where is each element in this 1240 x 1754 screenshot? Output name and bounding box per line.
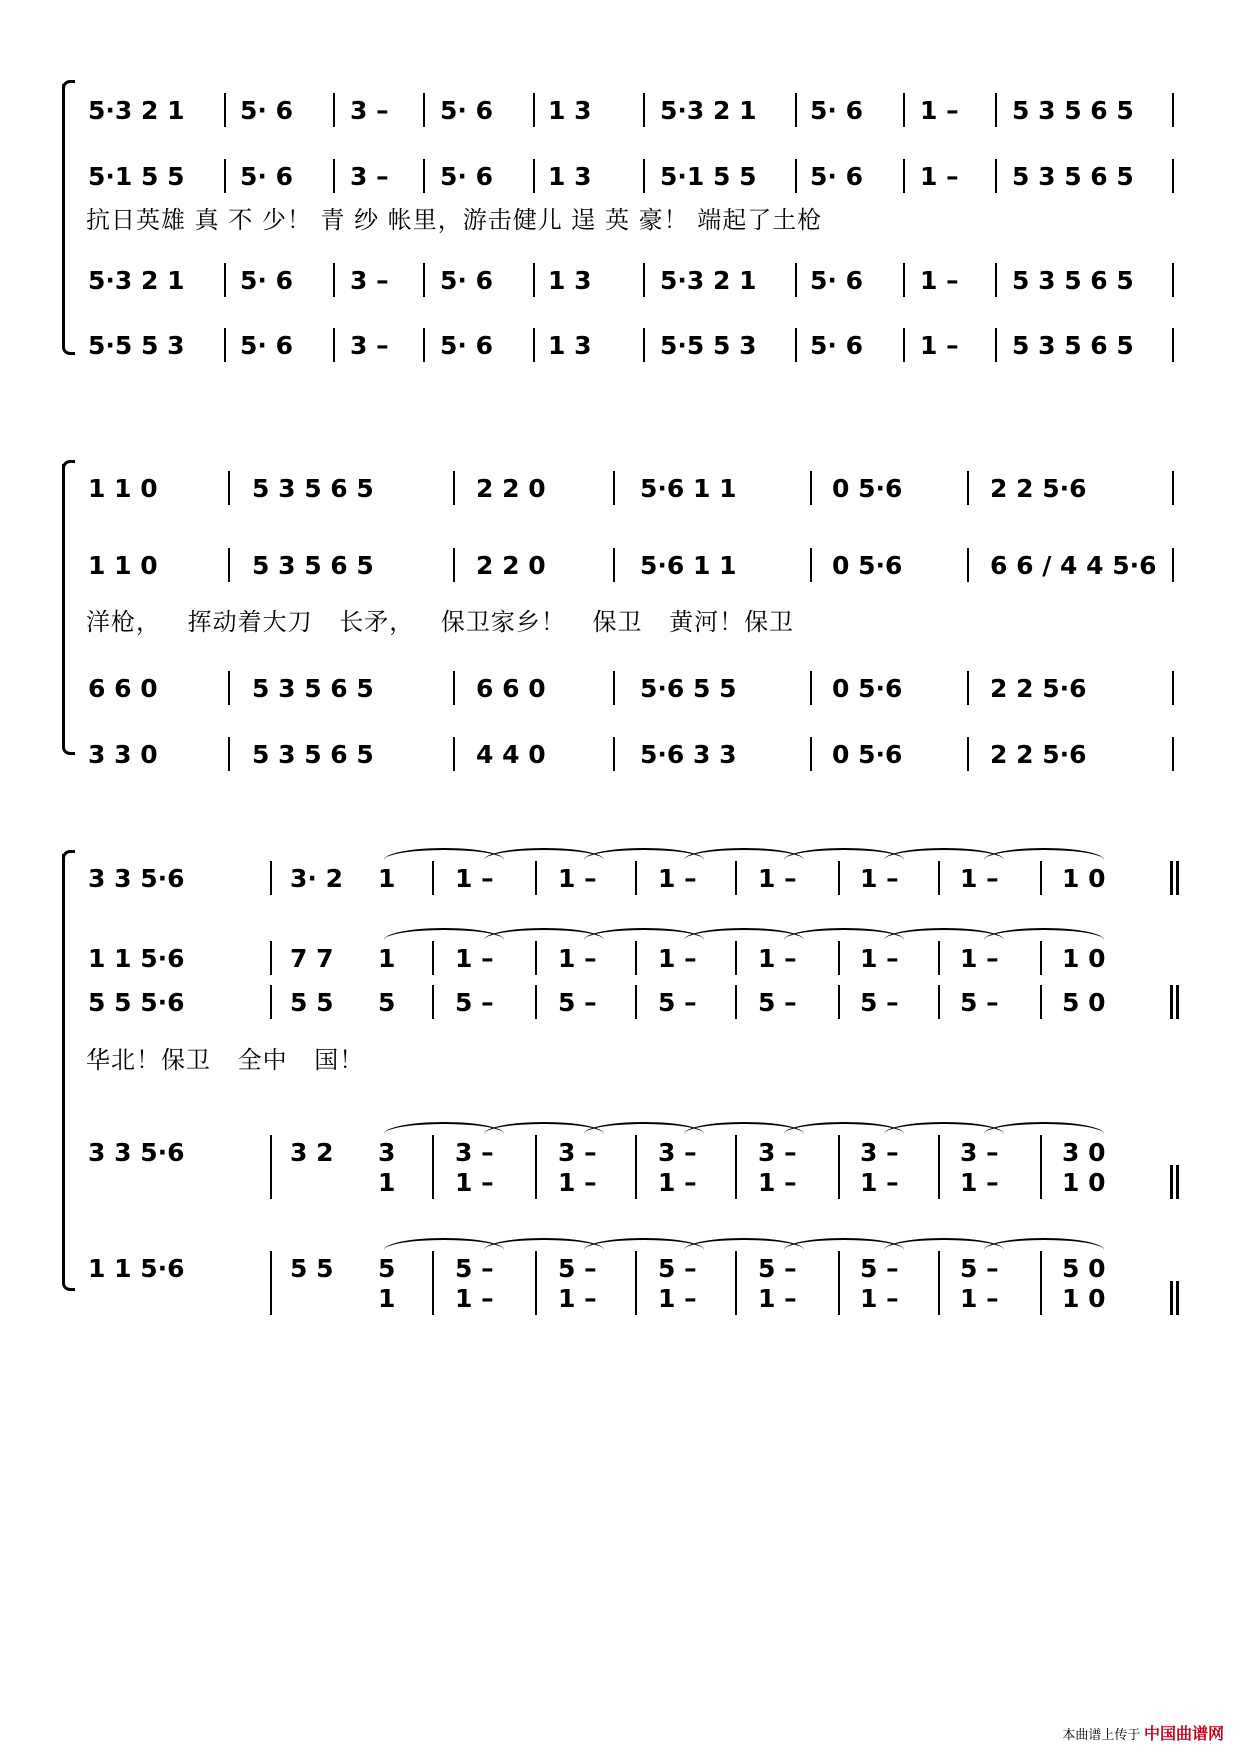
- tie-arc: [984, 928, 1104, 940]
- barline: [810, 671, 812, 705]
- measure: 1 1 0: [88, 551, 158, 580]
- barline: [635, 985, 637, 1019]
- measure: 3 –: [350, 162, 389, 191]
- measure: 5· 6: [440, 331, 493, 360]
- staff-row-s1-r2: [0, 156, 1240, 196]
- measure: 1 3: [548, 266, 592, 295]
- measure: 1 –: [455, 864, 494, 893]
- barline: [224, 263, 226, 297]
- measure: 3 –: [960, 1138, 999, 1167]
- measure: 3 –: [860, 1138, 899, 1167]
- barline: [810, 548, 812, 582]
- barline: [967, 671, 969, 705]
- tie-arc: [984, 1238, 1104, 1250]
- measure: 5 –: [455, 988, 494, 1017]
- measure: 6 6 0: [476, 674, 546, 703]
- measure: 1: [378, 1284, 396, 1313]
- measure: 3 –: [558, 1138, 597, 1167]
- barline: [838, 985, 840, 1019]
- barline: [643, 159, 645, 193]
- measure: 1: [378, 944, 396, 973]
- barline: [423, 159, 425, 193]
- measure: 1 –: [455, 1168, 494, 1197]
- measure: 2 2 5·6: [990, 740, 1087, 769]
- measure: 1 –: [960, 1284, 999, 1313]
- staff-row-s2-r3: [0, 668, 1240, 708]
- measure: 5· 6: [240, 162, 293, 191]
- staff-row-s2-r4: [0, 734, 1240, 774]
- final-barline: [1170, 985, 1173, 1019]
- barline: [228, 471, 230, 505]
- measure: 0 5·6: [832, 551, 903, 580]
- measure: 5·6 5 5: [640, 674, 737, 703]
- lyrics-row-s3: [0, 1040, 1240, 1080]
- measure: 1 –: [758, 1168, 797, 1197]
- measure: 5 3 5 6 5: [252, 474, 374, 503]
- measure: 5 –: [960, 1254, 999, 1283]
- measure: 5· 6: [810, 162, 863, 191]
- measure: 3 –: [658, 1138, 697, 1167]
- measure: 5· 6: [810, 96, 863, 125]
- measure: 5 –: [860, 1254, 899, 1283]
- measure: 5 5: [290, 988, 334, 1017]
- final-barline: [1176, 985, 1179, 1019]
- barline: [453, 671, 455, 705]
- measure: 5·3 2 1: [660, 266, 757, 295]
- measure: 1 1 0: [88, 474, 158, 503]
- barline: [635, 1165, 637, 1199]
- barline: [643, 328, 645, 362]
- measure: 0 5·6: [832, 474, 903, 503]
- barline: [533, 159, 535, 193]
- barline: [453, 548, 455, 582]
- barline: [795, 159, 797, 193]
- measure: 3 2: [290, 1138, 334, 1167]
- barline: [735, 1281, 737, 1315]
- measure: 1 –: [960, 1168, 999, 1197]
- measure: 3 –: [350, 331, 389, 360]
- barline: [270, 1281, 272, 1315]
- measure: 1 –: [758, 864, 797, 893]
- barline: [228, 671, 230, 705]
- barline: [643, 263, 645, 297]
- measure: 5 –: [758, 1254, 797, 1283]
- barline: [938, 1281, 940, 1315]
- barline: [333, 328, 335, 362]
- measure: 1 –: [860, 1168, 899, 1197]
- site-logo[interactable]: [1144, 1726, 1224, 1743]
- barline: [333, 159, 335, 193]
- barline: [1172, 93, 1174, 127]
- measure: 5 –: [558, 988, 597, 1017]
- barline: [903, 93, 905, 127]
- tie-arc: [984, 1122, 1104, 1134]
- barline: [613, 671, 615, 705]
- measure: 5· 6: [810, 266, 863, 295]
- measure: 5 3 5 6 5: [1012, 96, 1134, 125]
- barline: [903, 328, 905, 362]
- measure: 1 0: [1062, 1284, 1106, 1313]
- measure: 5 3 5 6 5: [1012, 331, 1134, 360]
- measure: 1 0: [1062, 864, 1106, 893]
- tie-arc: [984, 848, 1104, 860]
- measure: 1 –: [558, 944, 597, 973]
- staff-row-s1-r4: [0, 325, 1240, 365]
- measure: 1: [378, 864, 396, 893]
- barline: [838, 1165, 840, 1199]
- measure: 1 –: [920, 266, 959, 295]
- barline: [903, 263, 905, 297]
- staff-row-s1-r1: [0, 90, 1240, 130]
- barline: [1172, 737, 1174, 771]
- barline: [995, 328, 997, 362]
- measure: 1 –: [920, 331, 959, 360]
- measure: 3 0: [1062, 1138, 1106, 1167]
- measure: 1 –: [558, 1168, 597, 1197]
- barline: [643, 93, 645, 127]
- barline: [228, 548, 230, 582]
- measure: 5· 6: [810, 331, 863, 360]
- barline: [735, 985, 737, 1019]
- measure: 2 2 5·6: [990, 474, 1087, 503]
- barline: [735, 1165, 737, 1199]
- measure: 1 –: [860, 864, 899, 893]
- measure: 5 5 5·6: [88, 988, 185, 1017]
- final-barline: [1176, 1165, 1179, 1199]
- measure: 5· 6: [240, 96, 293, 125]
- barline: [533, 263, 535, 297]
- measure: 5·5 5 3: [660, 331, 757, 360]
- barline: [224, 159, 226, 193]
- barline: [423, 328, 425, 362]
- tie-row: [0, 1230, 1240, 1270]
- barline: [228, 737, 230, 771]
- barline: [635, 1281, 637, 1315]
- measure: 1 –: [960, 944, 999, 973]
- site-name: 中国曲谱网: [1143, 1726, 1224, 1743]
- measure: 5· 6: [240, 331, 293, 360]
- barline: [432, 985, 434, 1019]
- barline: [613, 548, 615, 582]
- measure: 1 –: [658, 864, 697, 893]
- measure: 5·1 5 5: [660, 162, 757, 191]
- barline: [613, 737, 615, 771]
- barline: [533, 93, 535, 127]
- barline: [224, 328, 226, 362]
- tie-row: [0, 840, 1240, 880]
- barline: [938, 1165, 940, 1199]
- measure: 5·3 2 1: [660, 96, 757, 125]
- measure: 5· 6: [440, 266, 493, 295]
- barline: [432, 1165, 434, 1199]
- barline: [423, 263, 425, 297]
- barline: [535, 1281, 537, 1315]
- measure: 5· 6: [440, 96, 493, 125]
- measure: 1: [378, 1168, 396, 1197]
- barline: [967, 471, 969, 505]
- measure: 5 5: [290, 1254, 334, 1283]
- barline: [995, 159, 997, 193]
- measure: 3 –: [350, 96, 389, 125]
- staff-row-s3-r7: [0, 1278, 1240, 1318]
- measure: 1 –: [558, 864, 597, 893]
- measure: 3 3 5·6: [88, 1138, 185, 1167]
- measure: 3· 2: [290, 864, 343, 893]
- lyrics-row-s2: [0, 602, 1240, 642]
- barline: [795, 93, 797, 127]
- measure: 2 2 0: [476, 474, 546, 503]
- barline: [795, 263, 797, 297]
- barline: [1172, 159, 1174, 193]
- site-footer: [1062, 1721, 1224, 1744]
- measure: 3: [378, 1138, 396, 1167]
- measure: 5 3 5 6 5: [1012, 162, 1134, 191]
- barline: [995, 93, 997, 127]
- barline: [613, 471, 615, 505]
- staff-row-s3-r3: [0, 982, 1240, 1022]
- measure: 5·5 5 3: [88, 331, 185, 360]
- measure: 3 3 5·6: [88, 864, 185, 893]
- measure: 5 –: [758, 988, 797, 1017]
- barline: [810, 471, 812, 505]
- measure: 1 –: [658, 1168, 697, 1197]
- staff-row-s1-r3: [0, 260, 1240, 300]
- measure: 7 7: [290, 944, 334, 973]
- measure: 1 3: [548, 331, 592, 360]
- barline: [967, 737, 969, 771]
- final-barline: [1170, 1165, 1173, 1199]
- lyrics-text: 抗日英雄 真 不 少！ 青 纱 帐里，游击健儿 逞 英 豪！ 端起了土枪: [86, 206, 823, 234]
- measure: 1 –: [920, 162, 959, 191]
- measure: 1 –: [758, 944, 797, 973]
- measure: 6 6 / 4 4 5·6: [990, 551, 1157, 580]
- final-barline: [1170, 1281, 1173, 1315]
- measure: 5 3 5 6 5: [1012, 266, 1134, 295]
- measure: 1 –: [920, 96, 959, 125]
- barline: [432, 1281, 434, 1315]
- barline: [423, 93, 425, 127]
- measure: 3 –: [455, 1138, 494, 1167]
- barline: [535, 1165, 537, 1199]
- measure: 5 –: [558, 1254, 597, 1283]
- measure: 5·6 3 3: [640, 740, 737, 769]
- measure: 5: [378, 988, 396, 1017]
- barline: [1040, 985, 1042, 1019]
- measure: 5 –: [960, 988, 999, 1017]
- measure: 5 –: [658, 1254, 697, 1283]
- measure: 4 4 0: [476, 740, 546, 769]
- final-barline: [1176, 1281, 1179, 1315]
- measure: 5·3 2 1: [88, 266, 185, 295]
- staff-row-s3-r5: [0, 1162, 1240, 1202]
- measure: 5 –: [658, 988, 697, 1017]
- measure: 2 2 0: [476, 551, 546, 580]
- barline: [795, 328, 797, 362]
- measure: 1 –: [658, 944, 697, 973]
- measure: 5 –: [455, 1254, 494, 1283]
- barline: [838, 1281, 840, 1315]
- barline: [938, 985, 940, 1019]
- barline: [270, 1165, 272, 1199]
- measure: 1 3: [548, 96, 592, 125]
- measure: 1 –: [860, 1284, 899, 1313]
- barline: [1040, 1165, 1042, 1199]
- measure: 1 1 5·6: [88, 944, 185, 973]
- measure: 5· 6: [440, 162, 493, 191]
- measure: 0 5·6: [832, 740, 903, 769]
- barline: [1172, 671, 1174, 705]
- lyrics-row-s1: [0, 200, 1240, 240]
- staff-row-s2-r1: [0, 468, 1240, 508]
- measure: 5· 6: [240, 266, 293, 295]
- barline: [224, 93, 226, 127]
- measure: 1 –: [455, 944, 494, 973]
- measure: 1 0: [1062, 1168, 1106, 1197]
- measure: 2 2 5·6: [990, 674, 1087, 703]
- barline: [533, 328, 535, 362]
- barline: [903, 159, 905, 193]
- upload-text: 本曲谱上传于: [1062, 1727, 1141, 1742]
- measure: 5 0: [1062, 988, 1106, 1017]
- barline: [810, 737, 812, 771]
- measure: 5·1 5 5: [88, 162, 185, 191]
- tie-row: [0, 920, 1240, 960]
- barline: [453, 737, 455, 771]
- barline: [995, 263, 997, 297]
- measure: 1 –: [758, 1284, 797, 1313]
- barline: [967, 548, 969, 582]
- barline: [1172, 328, 1174, 362]
- measure: 5 –: [860, 988, 899, 1017]
- barline: [453, 471, 455, 505]
- barline: [270, 985, 272, 1019]
- lyrics-text: 洋枪， 挥动着大刀 长矛， 保卫家乡！ 保卫 黄河！保卫: [86, 608, 795, 636]
- barline: [1172, 263, 1174, 297]
- barline: [1172, 548, 1174, 582]
- barline: [535, 985, 537, 1019]
- measure: 1 –: [558, 1284, 597, 1313]
- measure: 6 6 0: [88, 674, 158, 703]
- measure: 5: [378, 1254, 396, 1283]
- measure: 5·6 1 1: [640, 474, 737, 503]
- measure: 0 5·6: [832, 674, 903, 703]
- barline: [333, 263, 335, 297]
- measure: 5·6 1 1: [640, 551, 737, 580]
- measure: 1 1 5·6: [88, 1254, 185, 1283]
- measure: 1 –: [860, 944, 899, 973]
- measure: 1 0: [1062, 944, 1106, 973]
- measure: 1 –: [455, 1284, 494, 1313]
- lyrics-text: 华北！保卫 全中 国！: [86, 1046, 365, 1074]
- staff-row-s2-r2: [0, 545, 1240, 585]
- barline: [1040, 1281, 1042, 1315]
- measure: 1 –: [960, 864, 999, 893]
- measure: 3 –: [758, 1138, 797, 1167]
- measure: 5 3 5 6 5: [252, 674, 374, 703]
- barline: [333, 93, 335, 127]
- measure: 5 0: [1062, 1254, 1106, 1283]
- measure: 3 3 0: [88, 740, 158, 769]
- measure: 1 3: [548, 162, 592, 191]
- measure: 1 –: [658, 1284, 697, 1313]
- measure: 5·3 2 1: [88, 96, 185, 125]
- measure: 5 3 5 6 5: [252, 740, 374, 769]
- measure: 5 3 5 6 5: [252, 551, 374, 580]
- tie-row: [0, 1114, 1240, 1154]
- barline: [1172, 471, 1174, 505]
- measure: 3 –: [350, 266, 389, 295]
